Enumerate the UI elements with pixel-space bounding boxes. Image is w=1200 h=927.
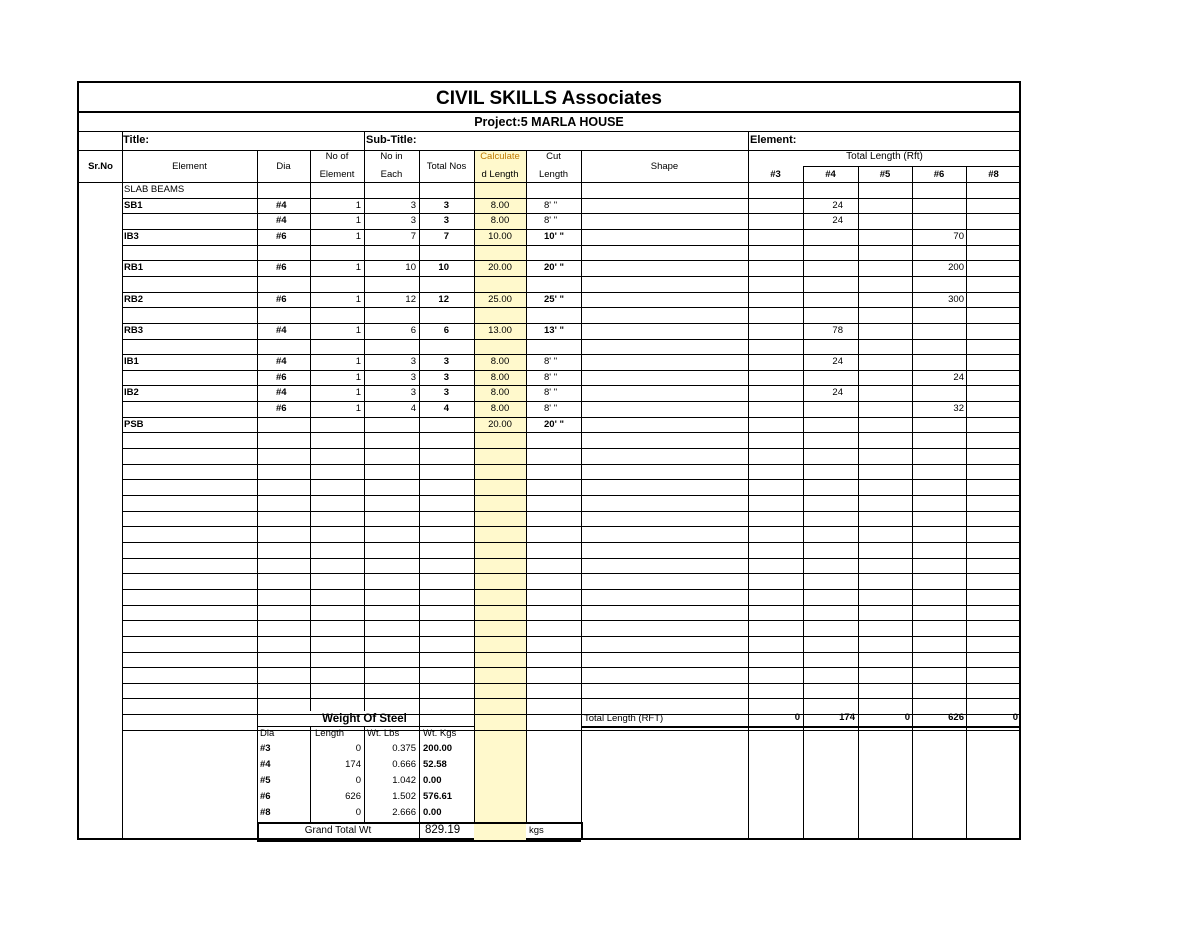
- bar6-length-cell: 24: [953, 372, 964, 383]
- weight-lbs-cell: 1.042: [392, 775, 416, 786]
- no-of-element-cell: 1: [355, 294, 361, 305]
- col-no-of-2: Element: [319, 169, 355, 180]
- cut-length-cell: 8' ": [544, 215, 558, 226]
- no-in-each-cell: 12: [405, 294, 416, 305]
- bar3-length-cell: [748, 214, 800, 228]
- calculated-length-cell: [474, 308, 526, 322]
- total-nos-cell: 12: [438, 294, 449, 305]
- grid-line: [526, 150, 527, 822]
- weight-dia-cell: #4: [260, 759, 271, 770]
- weight-length-cell: 0: [355, 775, 361, 786]
- bar6-length-cell: 70: [953, 231, 964, 242]
- total-nos-cell: 3: [443, 372, 449, 383]
- calculated-length-cell: 8.00: [490, 356, 510, 367]
- no-in-each-cell: 3: [410, 200, 416, 211]
- bar4-length-cell: [803, 293, 843, 307]
- no-of-element-cell: [310, 277, 361, 291]
- bar5-length-cell: [858, 183, 910, 197]
- bar5-length-cell: [858, 293, 910, 307]
- no-in-each-cell: [364, 340, 416, 354]
- grid-line: [419, 150, 420, 822]
- calculated-length-cell: 8.00: [490, 215, 510, 226]
- grid-line: [257, 822, 259, 840]
- cut-length-cell: [544, 340, 581, 354]
- bar5-length-cell: [858, 261, 910, 275]
- cut-length-cell: 10' ": [544, 231, 564, 242]
- element-cell: [124, 308, 254, 322]
- grid-line: [122, 131, 123, 840]
- cut-length-cell: 8' ": [544, 403, 558, 414]
- bar6-length-cell: [912, 340, 964, 354]
- bar6-length-cell: 32: [953, 403, 964, 414]
- no-of-element-cell: 1: [355, 200, 361, 211]
- grid-line: [581, 822, 583, 840]
- dia-cell: [276, 418, 306, 432]
- bar8-length-cell: [966, 183, 1018, 197]
- total-length-value: 174: [839, 712, 855, 723]
- element-cell: SB1: [124, 200, 143, 211]
- cut-length-cell: 13' ": [544, 325, 564, 336]
- no-in-each-cell: 7: [410, 231, 416, 242]
- bar8-length-cell: [966, 214, 1018, 228]
- bar4-length-cell: [803, 246, 843, 260]
- col-no-of-1: No of: [325, 151, 349, 162]
- weight-lbs-cell: 0.375: [392, 743, 416, 754]
- bar5-length-cell: [858, 324, 910, 338]
- no-of-element-cell: 1: [355, 231, 361, 242]
- estimate-sheet: [77, 81, 1021, 840]
- col-bar-3: #3: [770, 169, 781, 180]
- total-nos-cell: [419, 277, 449, 291]
- calculated-length-cell: [474, 183, 526, 197]
- bar8-length-cell: [966, 355, 1018, 369]
- cut-length-cell: 20' ": [544, 419, 564, 430]
- col-srno: Sr.No: [88, 161, 113, 172]
- dia-cell: #6: [276, 262, 287, 273]
- no-in-each-cell: 4: [410, 403, 416, 414]
- bar6-length-cell: [912, 418, 964, 432]
- grand-total-unit: kgs: [529, 825, 544, 836]
- bar4-length-cell: 24: [832, 387, 843, 398]
- weight-lbs-cell: 1.502: [392, 791, 416, 802]
- grid-line: [257, 726, 474, 727]
- bar3-length-cell: [748, 402, 800, 416]
- no-in-each-cell: 3: [410, 372, 416, 383]
- bar5-length-cell: [858, 246, 910, 260]
- bar4-length-cell: [803, 277, 843, 291]
- bar4-length-cell: [803, 371, 843, 385]
- grid-line: [419, 822, 420, 840]
- dia-cell: #6: [276, 372, 287, 383]
- dia-cell: #6: [276, 403, 287, 414]
- bar3-length-cell: [748, 340, 800, 354]
- bar8-length-cell: [966, 402, 1018, 416]
- calculated-length-cell: 8.00: [490, 387, 510, 398]
- bar3-length-cell: [748, 199, 800, 213]
- bar3-length-cell: [748, 308, 800, 322]
- calculated-length-cell: 8.00: [490, 372, 510, 383]
- bar3-length-cell: [748, 324, 800, 338]
- bar3-length-cell: [748, 371, 800, 385]
- calculated-length-cell: 20.00: [488, 419, 512, 430]
- element-cell: [124, 277, 254, 291]
- weight-kgs-cell: 576.61: [423, 791, 453, 802]
- bar4-length-cell: [803, 340, 843, 354]
- bar4-length-cell: [803, 230, 843, 244]
- element-cell: RB1: [124, 262, 144, 273]
- dia-cell: #4: [276, 215, 287, 226]
- total-nos-cell: [419, 418, 449, 432]
- weight-lbs-cell: 0.666: [392, 759, 416, 770]
- bar8-length-cell: [966, 308, 1018, 322]
- weight-head-lbs: Wt. Lbs: [367, 728, 400, 739]
- col-bar-6: #6: [933, 169, 945, 180]
- weight-head-kgs: Wt. Kgs: [423, 728, 457, 739]
- dia-cell: [276, 308, 306, 322]
- grid-line: [912, 166, 913, 840]
- grid-line: [364, 726, 365, 822]
- total-nos-cell: [419, 183, 449, 197]
- bar6-length-cell: [912, 183, 964, 197]
- cut-length-cell: 20' ": [544, 262, 564, 273]
- col-shape: Shape: [650, 161, 679, 172]
- bar3-length-cell: [748, 418, 800, 432]
- calculated-length-cell: 13.00: [488, 325, 512, 336]
- grid-line: [310, 150, 311, 711]
- weight-dia-cell: #8: [260, 807, 271, 818]
- grid-line: [581, 726, 1019, 728]
- weight-length-cell: 0: [355, 807, 361, 818]
- bar5-length-cell: [858, 308, 910, 322]
- weight-kgs-cell: 52.58: [423, 759, 447, 770]
- bar8-length-cell: [966, 418, 1018, 432]
- element-cell: IB2: [124, 387, 139, 398]
- bar4-length-cell: [803, 261, 843, 275]
- total-nos-cell: 10: [438, 262, 449, 273]
- grid-line: [257, 150, 258, 711]
- bar4-length-cell: 78: [832, 325, 843, 336]
- grand-total-value: 829.19: [425, 824, 461, 836]
- grid-line: [257, 822, 419, 824]
- grid-line: [310, 726, 311, 822]
- no-of-element-cell: 1: [355, 356, 361, 367]
- total-length-value: 0: [904, 712, 910, 723]
- bar8-length-cell: [966, 371, 1018, 385]
- col-total-length: Total Length (Rft): [846, 151, 923, 162]
- bar5-length-cell: [858, 214, 910, 228]
- cut-length-cell: 8' ": [544, 200, 558, 211]
- element-cell: [124, 402, 254, 416]
- weight-dia-cell: #6: [260, 791, 271, 802]
- grid-line: [581, 150, 582, 840]
- cut-length-cell: 8' ": [544, 372, 558, 383]
- grand-total-label: Grand Total Wt: [304, 825, 372, 836]
- bar6-length-cell: 300: [948, 294, 964, 305]
- total-nos-cell: 6: [443, 325, 449, 336]
- col-bar-4: #4: [825, 169, 836, 180]
- bar8-length-cell: [966, 277, 1018, 291]
- grid-line: [748, 131, 749, 840]
- weight-length-cell: 174: [345, 759, 361, 770]
- col-cut-2: Length: [538, 169, 569, 180]
- bar6-length-cell: [912, 214, 964, 228]
- bar6-length-cell: [912, 308, 964, 322]
- cut-length-cell: 8' ": [544, 356, 558, 367]
- total-length-value: 0: [1012, 712, 1018, 723]
- grid-line: [79, 150, 1019, 151]
- grid-line: [364, 150, 365, 711]
- dia-cell: #6: [276, 294, 287, 305]
- bar4-length-cell: [803, 402, 843, 416]
- weight-head-length: Length: [315, 728, 345, 739]
- bar8-length-cell: [966, 199, 1018, 213]
- cut-length-cell: [544, 246, 581, 260]
- weight-length-cell: 0: [355, 743, 361, 754]
- bar8-length-cell: [966, 324, 1018, 338]
- bar4-length-cell: 24: [832, 356, 843, 367]
- bar3-length-cell: [748, 230, 800, 244]
- element-cell: [124, 214, 254, 228]
- bar3-length-cell: [748, 277, 800, 291]
- bar6-length-cell: 200: [948, 262, 964, 273]
- total-length-value: 626: [948, 712, 964, 723]
- dia-cell: #4: [276, 325, 287, 336]
- calculated-length-cell: 8.00: [490, 403, 510, 414]
- element-cell: PSB: [124, 419, 144, 430]
- no-of-element-cell: 1: [355, 215, 361, 226]
- element-cell: SLAB BEAMS: [124, 184, 185, 195]
- weight-kgs-cell: 200.00: [423, 743, 453, 754]
- element-label: Element:: [750, 134, 797, 146]
- title-label: Title:: [123, 134, 150, 146]
- bar4-length-cell: 24: [832, 200, 843, 211]
- weight-length-cell: 626: [345, 791, 361, 802]
- total-length-rft-label: Total Length (RFT): [584, 713, 664, 724]
- dia-cell: #6: [276, 231, 287, 242]
- bar5-length-cell: [858, 355, 910, 369]
- weight-kgs-cell: 0.00: [423, 807, 442, 818]
- bar5-length-cell: [858, 386, 910, 400]
- element-cell: RB2: [124, 294, 144, 305]
- total-nos-cell: [419, 308, 449, 322]
- no-of-element-cell: [310, 418, 361, 432]
- calculated-length-cell: 10.00: [488, 231, 512, 242]
- no-in-each-cell: [364, 246, 416, 260]
- dia-cell: [276, 183, 306, 197]
- element-cell: [124, 371, 254, 385]
- weight-dia-cell: #3: [260, 743, 271, 754]
- grid-line: [966, 166, 967, 840]
- project-title: Project:5 MARLA HOUSE: [474, 115, 624, 129]
- no-of-element-cell: 1: [355, 372, 361, 383]
- no-in-each-cell: [364, 418, 416, 432]
- total-nos-cell: 3: [443, 215, 449, 226]
- calculated-length-cell: [474, 246, 526, 260]
- bar5-length-cell: [858, 199, 910, 213]
- bar8-length-cell: [966, 340, 1018, 354]
- col-bar-8: #8: [988, 169, 999, 180]
- bar6-length-cell: [912, 355, 964, 369]
- bar3-length-cell: [748, 261, 800, 275]
- bar3-length-cell: [748, 355, 800, 369]
- no-in-each-cell: [364, 308, 416, 322]
- no-of-element-cell: 1: [355, 403, 361, 414]
- grid-line: [419, 822, 581, 824]
- weight-dia-cell: #5: [260, 775, 271, 786]
- dia-cell: [276, 246, 306, 260]
- calculated-length-cell: 20.00: [488, 262, 512, 273]
- bar4-length-cell: 24: [832, 215, 843, 226]
- dia-cell: #4: [276, 200, 287, 211]
- total-length-value: 0: [794, 712, 800, 723]
- bar5-length-cell: [858, 340, 910, 354]
- no-of-element-cell: 1: [355, 325, 361, 336]
- bar6-length-cell: [912, 246, 964, 260]
- total-nos-cell: 7: [443, 231, 449, 242]
- cut-length-cell: 25' ": [544, 294, 564, 305]
- weight-kgs-cell: 0.00: [423, 775, 442, 786]
- grid-line: [79, 111, 1019, 113]
- no-of-element-cell: 1: [355, 387, 361, 398]
- element-cell: IB3: [124, 231, 139, 242]
- weight-head-dia: Dia: [260, 728, 275, 739]
- grid-line: [803, 166, 1019, 167]
- col-bar-5: #5: [879, 169, 891, 180]
- bar5-length-cell: [858, 277, 910, 291]
- no-of-element-cell: 1: [355, 262, 361, 273]
- bar5-length-cell: [858, 402, 910, 416]
- dia-cell: #4: [276, 356, 287, 367]
- bar8-length-cell: [966, 386, 1018, 400]
- bar4-length-cell: [803, 308, 843, 322]
- grid-line: [474, 150, 475, 822]
- element-cell: [124, 340, 254, 354]
- dia-cell: #4: [276, 387, 287, 398]
- element-cell: [124, 246, 254, 260]
- grid-line: [257, 840, 581, 842]
- col-no-in-2: Each: [380, 169, 403, 180]
- bar6-length-cell: [912, 277, 964, 291]
- cut-length-cell: [544, 277, 581, 291]
- no-in-each-cell: 3: [410, 356, 416, 367]
- col-cut-1: Cut: [546, 151, 561, 162]
- bar8-length-cell: [966, 261, 1018, 275]
- company-title: CIVIL SKILLS Associates: [436, 88, 662, 109]
- col-element: Element: [172, 161, 207, 172]
- total-nos-cell: 4: [443, 403, 449, 414]
- bar4-length-cell: [803, 183, 843, 197]
- col-calc-1: Calculate: [480, 151, 520, 162]
- no-in-each-cell: [364, 277, 416, 291]
- col-total-nos: Total Nos: [426, 161, 467, 172]
- total-nos-cell: [419, 340, 449, 354]
- grid-line: [803, 166, 804, 840]
- dia-cell: [276, 340, 306, 354]
- col-calc-2: d Length: [481, 169, 519, 180]
- bar5-length-cell: [858, 418, 910, 432]
- dia-cell: [276, 277, 306, 291]
- bar6-length-cell: [912, 386, 964, 400]
- total-nos-cell: 3: [443, 356, 449, 367]
- grid-line: [858, 166, 859, 840]
- grid-line: [79, 131, 1019, 132]
- weight-lbs-cell: 2.666: [392, 807, 416, 818]
- no-of-element-cell: [310, 183, 361, 197]
- bar6-length-cell: [912, 199, 964, 213]
- no-in-each-cell: 3: [410, 215, 416, 226]
- bar8-length-cell: [966, 293, 1018, 307]
- grid-line: [257, 711, 258, 822]
- no-of-element-cell: [310, 308, 361, 322]
- calculated-length-cell: 25.00: [488, 294, 512, 305]
- no-in-each-cell: 6: [410, 325, 416, 336]
- no-of-element-cell: [310, 340, 361, 354]
- total-nos-cell: 3: [443, 200, 449, 211]
- bar3-length-cell: [748, 293, 800, 307]
- bar8-length-cell: [966, 246, 1018, 260]
- no-of-element-cell: [310, 246, 361, 260]
- bar3-length-cell: [748, 386, 800, 400]
- weight-of-steel-title: Weight Of Steel: [322, 713, 407, 725]
- bar6-length-cell: [912, 324, 964, 338]
- grid-line: [364, 131, 365, 150]
- no-in-each-cell: 10: [405, 262, 416, 273]
- total-nos-cell: 3: [443, 387, 449, 398]
- no-in-each-cell: 3: [410, 387, 416, 398]
- bar5-length-cell: [858, 230, 910, 244]
- bar3-length-cell: [748, 183, 800, 197]
- cut-length-cell: [544, 308, 581, 322]
- bar8-length-cell: [966, 230, 1018, 244]
- calculated-length-cell: [474, 277, 526, 291]
- grid-line: [79, 182, 1019, 183]
- bar5-length-cell: [858, 371, 910, 385]
- element-cell: IB1: [124, 356, 139, 367]
- total-nos-cell: [419, 246, 449, 260]
- element-cell: RB3: [124, 325, 144, 336]
- col-no-in-1: No in: [380, 151, 403, 162]
- cut-length-cell: [544, 183, 581, 197]
- calculated-length-cell: 8.00: [490, 200, 510, 211]
- bar3-length-cell: [748, 246, 800, 260]
- col-dia: Dia: [276, 161, 291, 172]
- no-in-each-cell: [364, 183, 416, 197]
- cut-length-cell: 8' ": [544, 387, 558, 398]
- bar4-length-cell: [803, 418, 843, 432]
- calculated-length-cell: [474, 340, 526, 354]
- subtitle-label: Sub-Title:: [366, 134, 417, 146]
